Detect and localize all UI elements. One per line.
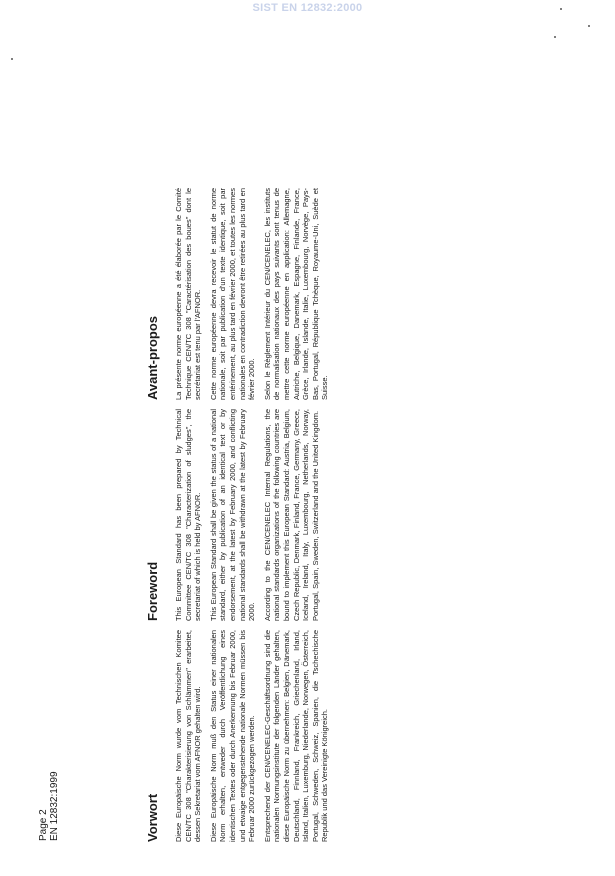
paragraph: Diese Europäische Norm wurde vom Technischen Komitee CEN/TC 308 "Charakterisierung von Schlämmen" erarbeitet, dessen Sekretariat vom AFNOR gehalten wird.	[174, 630, 203, 842]
paragraph: Cette norme européenne devra recevoir le statut de norme nationale, soit par publication d'un texte identique, soit par entérinement, au plus tard en février 2000, et toutes les normes nationales en contradiction devront être retirées au plus tard en février 2000.	[208, 188, 257, 400]
standard-number: EN 12832:1999	[49, 771, 60, 841]
paragraph: Diese Europäische Norm muß den Status einer nationalen Norm erhalten, entweder durch Veröffentlichung eines identischen Textes oder durch Anerkennung bis Februar 2000, und etwaige entgegenstehende nationale Normen müssen bis Februar 2000 zurückgezogen werden.	[208, 630, 257, 842]
paragraph: Selon le Règlement Intérieur du CEN/CENELEC, les instituts de normalisation nationaux des pays suivants sont tenus de mettre cette norme européenne en application: Allemagne, Autriche, Belgique, Danemark, Espagne, Finlande, France, Grèce, Irlande, Islande, Italie, Luxembourg, Norvège, Pays-Bas, Portugal, République Tchèque, Royaume-Uni, Suède et Suisse.	[262, 188, 330, 400]
heading-avant-propos: Avant-propos	[145, 315, 160, 400]
column-english	[174, 409, 326, 621]
paragraph: La présente norme européenne a été élaborée par le Comité Technique CEN/TC 308 "Caractérisation des boues" dont le secrétariat est tenu par l'AFNOR.	[174, 188, 203, 400]
page-number: Page 2	[38, 809, 49, 841]
paragraph: This European Standard shall be given the status of a national standard, either by publication of an identical text or by endorsement, at the latest by February 2000, and conflicting national standards shall be withdrawn at the latest by February 2000.	[208, 409, 257, 621]
column-french	[174, 188, 336, 400]
page-header	[38, 771, 60, 841]
paragraph: According to the CEN/CENELEC Internal Regulations, the national standards organizations of the following countries are bound to implement this European Standard: Austria, Belgium, Czech Republic, Denmark, Finland, France, Germany, Greece, Iceland, Ireland, Italy, Luxembourg, Netherlands, Norway, Portugal, Spain, Sweden, Switzerland and the United Kingdom.	[262, 409, 320, 621]
column-german	[174, 630, 336, 842]
heading-vorwort: Vorwort	[145, 793, 160, 842]
paragraph: This European Standard has been prepared by Technical Committee CEN/TC 308 "Characterization of sludges", the secretariat of which is held by AFNOR.	[174, 409, 203, 621]
watermark: SIST EN 12832:2000	[252, 2, 363, 14]
paragraph: Entsprechend der CEN/CENELEC-Geschäftsordnung sind die nationalen Normungsinstitute der folgenden Länder gehalten, diese Europäische Norm zu übernehmen: Belgien, Dänemark, Deutschland, Finnland, Frankreich, Griechenland, Irland, Island, Italien, Luxemburg, Niederlande, Norwegen, Österreich, Portugal, Schweden, Schweiz, Spanien, die Tschechische Republik und das Vereinigte Königreich.	[262, 630, 330, 842]
heading-foreword: Foreword	[145, 561, 160, 621]
